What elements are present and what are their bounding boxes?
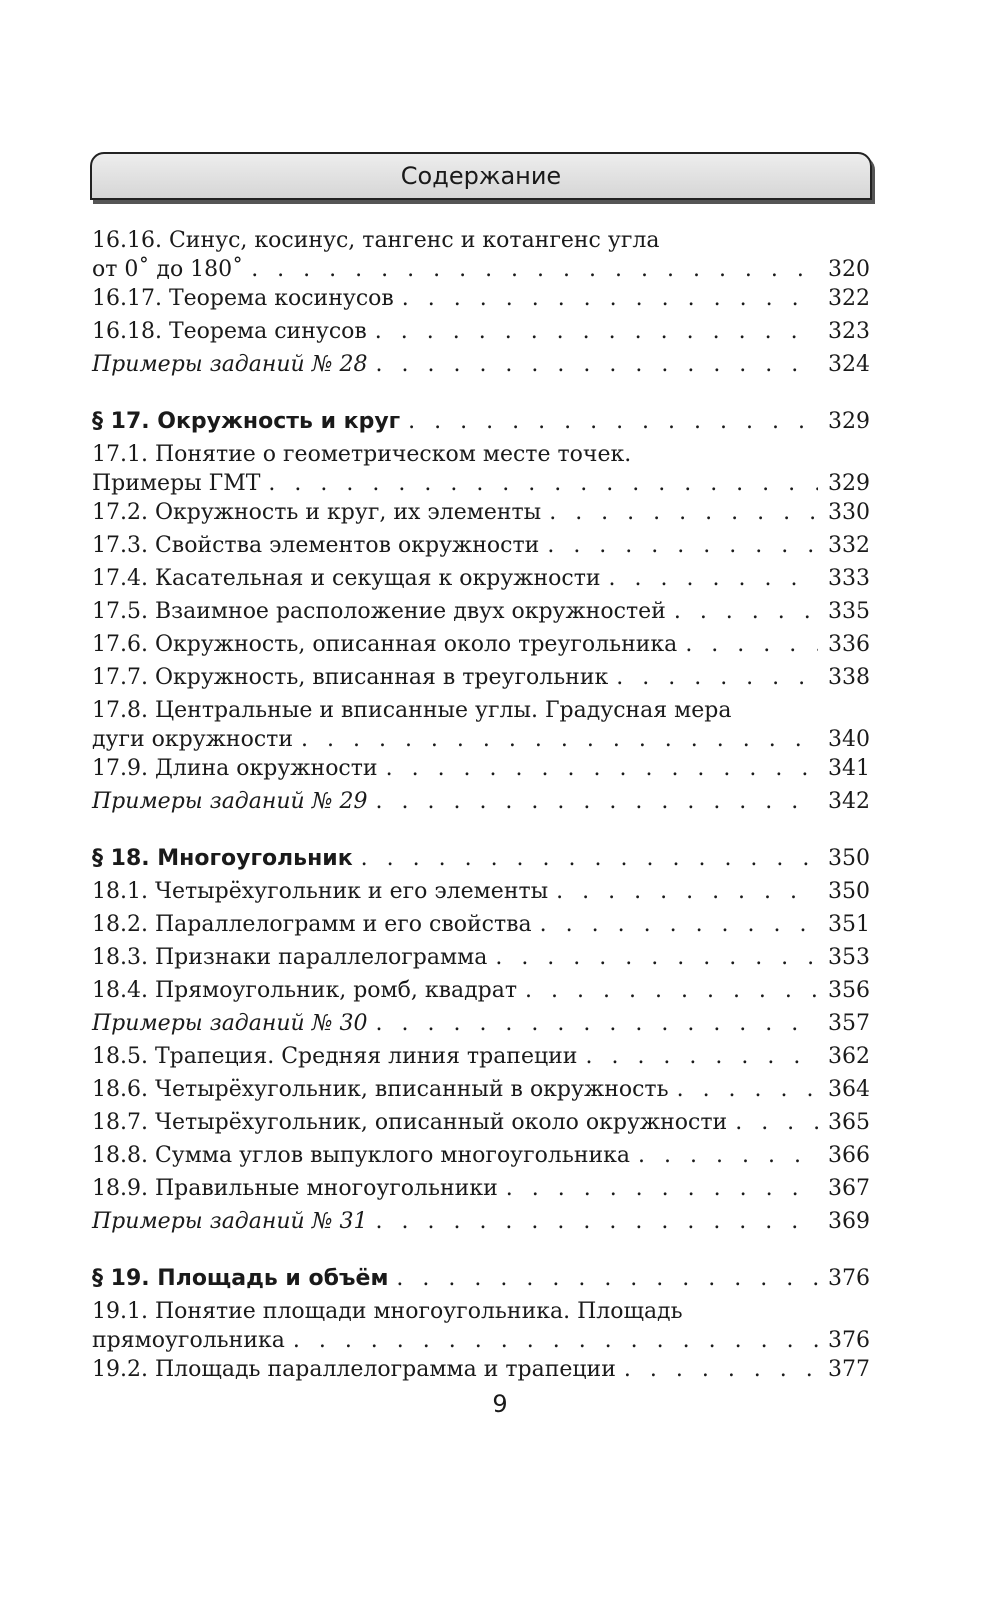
toc-entry-row [92,754,870,783]
toc-entry-row [92,1174,870,1203]
dot-leader [547,531,818,560]
toc-entry-row [92,1355,870,1384]
dot-leader [585,1042,818,1071]
dot-leader [735,1108,818,1137]
toc-entry-page: 353 [828,945,870,970]
dot-leader [540,910,818,939]
toc-entry-row [92,1207,870,1236]
toc-entry[interactable] [92,910,870,939]
toc-examples-entry[interactable] [92,1009,870,1038]
dot-leader [301,725,818,754]
toc-entry-row [92,943,870,972]
toc-entry-title: Примеры заданий № 30 [92,1011,368,1036]
section-gap [92,383,870,407]
toc-entry-page: 376 [828,1266,870,1291]
toc-entry-row [92,531,870,560]
toc-entry[interactable] [92,531,870,560]
toc-entry-page: 324 [828,352,870,377]
toc-entry-page: 364 [828,1077,870,1102]
dot-leader [293,1326,818,1355]
toc-entry-title: 18.4. Прямоугольник, ромб, квадрат [92,978,518,1003]
toc-entry-title: 18.3. Признаки параллелограмма [92,945,488,970]
toc-entry-title: 18.8. Сумма углов выпуклого многоугольника [92,1143,631,1168]
toc-entry-page: 350 [828,879,870,904]
toc-entry-title: 18.5. Трапеция. Средняя линия трапеции [92,1044,578,1069]
toc-entry-title: 18.9. Правильные многоугольники [92,1176,498,1201]
toc-entry[interactable] [92,754,870,783]
toc-entry-title: 17.7. Окружность, вписанная в треугольник [92,665,609,690]
toc-entry-row [92,350,870,379]
toc-entry-title-line1: 16.16. Синус, косинус, тангенс и котангенс угла [92,228,660,253]
toc-entry-title: 17.4. Касательная и секущая к окружности [92,566,601,591]
toc-entry-page: 335 [828,599,870,624]
toc-examples-entry[interactable] [92,787,870,816]
toc-entry[interactable] [92,1141,870,1170]
toc-entry-title: от 0˚ до 180˚ [92,257,244,282]
toc-entry-title-line1: 19.1. Понятие площади многоугольника. Площадь [92,1299,683,1324]
toc-entry-title: 18.7. Четырёхугольник, описанный около окружности [92,1110,728,1135]
dot-leader [638,1141,818,1170]
toc-entry-page: 329 [828,409,870,434]
toc-entry-page: 367 [828,1176,870,1201]
toc-entry[interactable] [92,597,870,626]
toc-entry-row [92,725,870,754]
toc-entry[interactable] [92,1355,870,1384]
dot-leader [386,754,818,783]
dot-leader [677,1075,818,1104]
toc-entry-page: 333 [828,566,870,591]
toc-entry[interactable] [92,1042,870,1071]
dot-leader [506,1174,818,1203]
toc-entry-row [92,255,870,284]
toc-entry-title: 17.6. Окружность, описанная около треугольника [92,632,678,657]
toc-entry-row [92,469,870,498]
toc-entry[interactable] [92,317,870,346]
toc-entry-page: 377 [828,1357,870,1382]
toc-entry[interactable] [92,1174,870,1203]
toc-entry-page: 356 [828,978,870,1003]
toc-entry-row [92,910,870,939]
toc-entry[interactable] [92,663,870,692]
dot-leader [495,943,818,972]
toc-entry-page: 365 [828,1110,870,1135]
toc-entry-title: 18.6. Четырёхугольник, вписанный в окружность [92,1077,669,1102]
toc-entry-title-line1: 17.1. Понятие о геометрическом месте точек. [92,442,632,467]
toc-entry[interactable] [92,630,870,659]
toc-entry-row [92,1042,870,1071]
toc-entry-title: дуги окружности [92,727,293,752]
toc-entry[interactable] [92,284,870,313]
toc-entry[interactable] [92,696,870,754]
toc-entry-page: 369 [828,1209,870,1234]
toc-entry-row [92,498,870,527]
toc-entry-title: § 19. Площадь и объём [92,1266,389,1291]
toc-entry-page: 332 [828,533,870,558]
toc-entry-row [92,976,870,1005]
toc-entry-row [92,1326,870,1355]
toc-entry-row [92,1075,870,1104]
page-number: 9 [492,1390,508,1418]
toc-entry-title: 18.2. Параллелограмм и его свойства [92,912,532,937]
toc-entry-page: 322 [828,286,870,311]
toc-entry-title: 16.18. Теорема синусов [92,319,367,344]
toc-entry-title: Примеры ГМТ [92,471,261,496]
toc-entry-title: 17.9. Длина окружности [92,756,378,781]
toc-entry-row [92,284,870,313]
toc-entry-page: 336 [828,632,870,657]
dot-leader [408,407,818,436]
dot-leader [375,317,818,346]
dot-leader [609,564,818,593]
toc-entry-page: 338 [828,665,870,690]
dot-leader [376,1009,819,1038]
toc-entry-row [92,1108,870,1137]
dot-leader [616,663,818,692]
toc-entry-page: 351 [828,912,870,937]
toc-entry[interactable] [92,877,870,906]
dot-leader [624,1355,818,1384]
toc-examples-entry[interactable] [92,1207,870,1236]
dot-leader [556,877,818,906]
toc-entry-page: 341 [828,756,870,781]
toc-entry-page: 376 [828,1328,870,1353]
dot-leader [396,1264,818,1293]
toc-section[interactable] [92,844,870,873]
toc-header-title: Содержание [400,162,562,190]
toc-entry-title: § 17. Окружность и круг [92,409,401,434]
toc-entry-title: Примеры заданий № 28 [92,352,368,377]
toc-entry-title: § 18. Многоугольник [92,846,353,871]
toc-entry[interactable] [92,943,870,972]
dot-leader [376,350,819,379]
toc-entry-row [92,597,870,626]
table-of-contents [92,226,870,1388]
dot-leader [376,1207,819,1236]
toc-entry[interactable] [92,1297,870,1355]
toc-entry-title: Примеры заданий № 29 [92,789,368,814]
toc-entry-title: 19.2. Площадь параллелограмма и трапеции [92,1357,616,1382]
toc-entry-page: 362 [828,1044,870,1069]
toc-entry-title: 17.3. Свойства элементов окружности [92,533,540,558]
toc-entry-page: 350 [828,846,870,871]
toc-section[interactable] [92,407,870,436]
toc-examples-entry[interactable] [92,350,870,379]
section-gap [92,1240,870,1264]
toc-entry[interactable] [92,564,870,593]
dot-leader [685,630,818,659]
toc-entry[interactable] [92,498,870,527]
dot-leader [549,498,818,527]
toc-entry-row [92,1141,870,1170]
toc-entry-title: прямоугольника [92,1328,285,1353]
toc-entry-row [92,1009,870,1038]
toc-entry[interactable] [92,226,870,284]
toc-entry-page: 357 [828,1011,870,1036]
section-gap [92,820,870,844]
toc-entry-page: 323 [828,319,870,344]
toc-entry[interactable] [92,1108,870,1137]
toc-entry-title-line1: 17.8. Центральные и вписанные углы. Градусная мера [92,698,732,723]
toc-entry-row [92,844,870,873]
toc-entry-title: 16.17. Теорема косинусов [92,286,394,311]
toc-entry-page: 366 [828,1143,870,1168]
toc-entry-page: 340 [828,727,870,752]
toc-entry[interactable] [92,1075,870,1104]
toc-entry[interactable] [92,976,870,1005]
toc-entry-row [92,787,870,816]
dot-leader [402,284,818,313]
toc-entry-row [92,877,870,906]
toc-section[interactable] [92,1264,870,1293]
toc-entry-page: 342 [828,789,870,814]
toc-entry-row [92,663,870,692]
toc-entry-page: 329 [828,471,870,496]
toc-entry-page: 320 [828,257,870,282]
dot-leader [361,844,818,873]
toc-entry-title: 17.2. Окружность и круг, их элементы [92,500,542,525]
toc-entry-title: Примеры заданий № 31 [92,1209,368,1234]
toc-entry[interactable] [92,440,870,498]
toc-entry-row [92,630,870,659]
dot-leader [376,787,819,816]
toc-entry-title: 17.5. Взаимное расположение двух окружностей [92,599,666,624]
toc-entry-row [92,564,870,593]
dot-leader [674,597,818,626]
dot-leader [525,976,818,1005]
toc-entry-page: 330 [828,500,870,525]
toc-entry-row [92,1264,870,1293]
toc-entry-row [92,317,870,346]
toc-entry-title: 18.1. Четырёхугольник и его элементы [92,879,549,904]
toc-header [90,152,872,200]
dot-leader [268,469,818,498]
toc-entry-row [92,407,870,436]
dot-leader [251,255,818,284]
